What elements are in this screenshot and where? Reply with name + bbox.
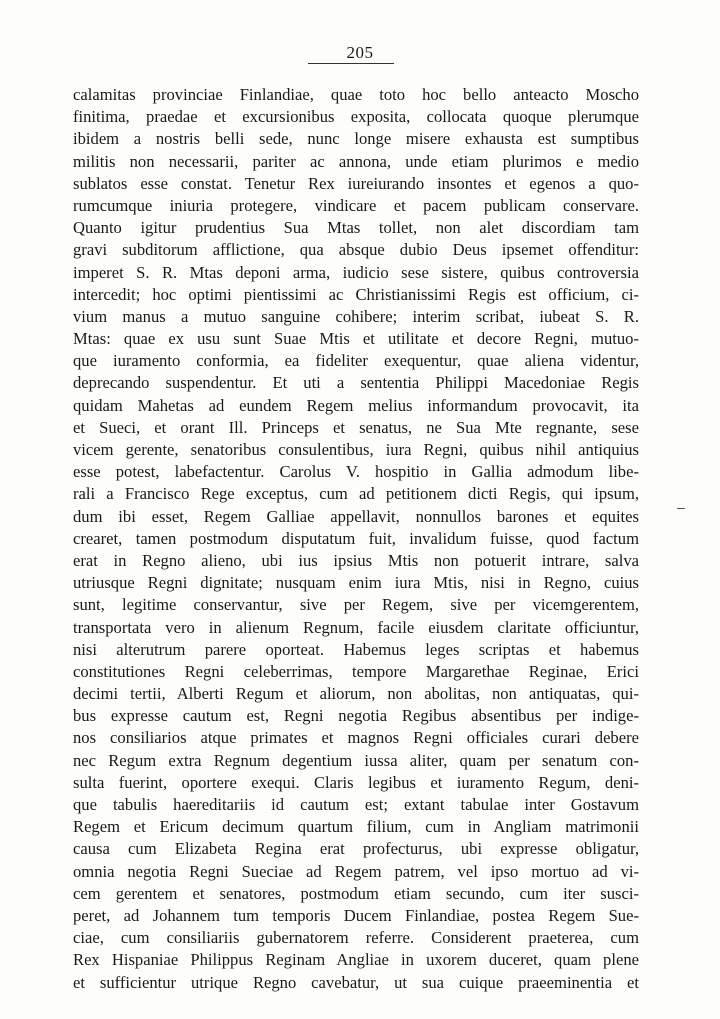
page-number: 205: [346, 43, 374, 62]
text-line: omnia negotia Regni Sueciae ad Regem patrem, vel ipso mortuo ad vi-: [73, 861, 639, 881]
text-line: et sufficientur utrique Regno cavebatur, ut sua cuique praeeminentia et: [73, 972, 639, 992]
text-line: militis non necessarii, pariter ac annona, unde etiam plurimos e medio: [73, 151, 639, 171]
text-line: et Sueci, et orant Ill. Princeps et senatus, ne Sua Mte regnante, sese: [73, 417, 639, 437]
text-line: utriusque Regni dignitate; nusquam enim iura Mtis, nisi in Regno, cuius: [73, 573, 639, 593]
text-line: sunt, legitime conservantur, sive per Regem, sive per vicemgerentem,: [73, 595, 639, 615]
body-text: [73, 84, 639, 994]
text-line: quidam Mahetas ad eundem Regem melius informandum provocavit, ita: [73, 395, 639, 415]
text-line: sublatos esse constat. Tenetur Rex iureiurando insontes et egenos a quo-: [73, 173, 639, 193]
text-line: ciae, cum consiliariis gubernatorem referre. Considerent praeterea, cum: [73, 928, 639, 948]
text-line: crearet, tamen postmodum disputatum fuit, invalidum fuisse, quod factum: [73, 528, 639, 548]
text-line: rali a Francisco Rege exceptus, cum ad petitionem dicti Regis, qui ipsum,: [73, 484, 639, 504]
text-line: bus expresse cautum est, Regni negotia Regibus absentibus per indige-: [73, 706, 639, 726]
text-line: transportata vero in alienum Regnum, facile eiusdem claritate officiuntur,: [73, 617, 639, 637]
text-line: ibidem a nostris belli sede, nunc longe misere exhausta est sumptibus: [73, 129, 639, 149]
margin-mark: [677, 508, 685, 509]
text-line: nisi alterutrum parere oporteat. Habemus leges scriptas et habemus: [73, 639, 639, 659]
text-line: calamitas provinciae Finlandiae, quae toto hoc bello anteacto Moscho: [73, 85, 639, 104]
text-line: imperet S. R. Mtas deponi arma, iudicio sese sistere, quibus controversia: [73, 262, 639, 282]
text-line: intercedit; hoc optimi pientissimi ac Christianissimi Regis est officium, ci-: [73, 284, 639, 304]
text-line: cem gerentem et senatores, postmodum etiam secundo, cum iter susci-: [73, 883, 639, 903]
text-line: deprecando suspendentur. Et uti a sententia Philippi Macedoniae Regis: [73, 373, 639, 393]
text-line: finitima, praedae et excursionibus exposita, collocata quoque plerumque: [73, 107, 639, 127]
text-line: decimi tertii, Alberti Regum et aliorum, non abolitas, non antiquatas, qui-: [73, 684, 639, 704]
text-line: peret, ad Johannem tum temporis Ducem Finlandiae, postea Regem Sue-: [73, 905, 639, 925]
text-line: sulta fuerint, oportere exequi. Claris legibus et iuramento Regum, deni-: [73, 772, 639, 792]
text-line: vium manus a mutuo sanguine cohibere; interim scribat, iubeat S. R.: [73, 306, 639, 326]
text-line: nec Regum extra Regnum degentium iussa aliter, quam per senatum con-: [73, 750, 639, 770]
text-line: Rex Hispaniae Philippus Reginam Angliae in uxorem duceret, quam plene: [73, 950, 639, 970]
text-line: Quanto igitur prudentius Sua Mtas tollet, non alet discordiam tam: [73, 218, 639, 238]
text-line: que iuramento conformia, ea fideliter exequentur, quae aliena videntur,: [73, 351, 639, 371]
text-line: esse potest, labefactentur. Carolus V. hospitio in Gallia admodum libe-: [73, 462, 639, 482]
text-line: erat in Regno alieno, ubi ius ipsius Mtis non potuerit intrare, salva: [73, 550, 639, 570]
text-line: dum ibi esset, Regem Galliae appellavit, nonnullos barones et equites: [73, 506, 639, 526]
text-line: constitutiones Regni celeberrimas, tempore Margarethae Reginae, Erici: [73, 661, 639, 681]
text-line: que tabulis haereditariis id cautum est; extant tabulae inter Gostavum: [73, 795, 639, 814]
page-number-rule: [308, 63, 394, 64]
text-line: rumcumque iniuria protegere, vindicare et pacem publicam conservare.: [73, 195, 639, 215]
text-line: Regem et Ericum decimum quartum filium, cum in Angliam matrimonii: [73, 817, 639, 837]
text-line: nos consiliarios atque primates et magnos Regni officiales curari debere: [73, 728, 639, 748]
text-line: causa cum Elizabeta Regina erat profecturus, ubi expresse obligatur,: [73, 839, 639, 859]
text-line: Mtas: quae ex usu sunt Suae Mtis et utilitate et decore Regni, mutuo-: [73, 329, 639, 349]
text-line: gravi subditorum afflictione, qua absque dubio Deus ipsemet offenditur:: [73, 240, 639, 260]
text-line: vicem gerente, senatoribus consulentibus, iura Regni, quibus nihil antiquius: [73, 440, 639, 459]
